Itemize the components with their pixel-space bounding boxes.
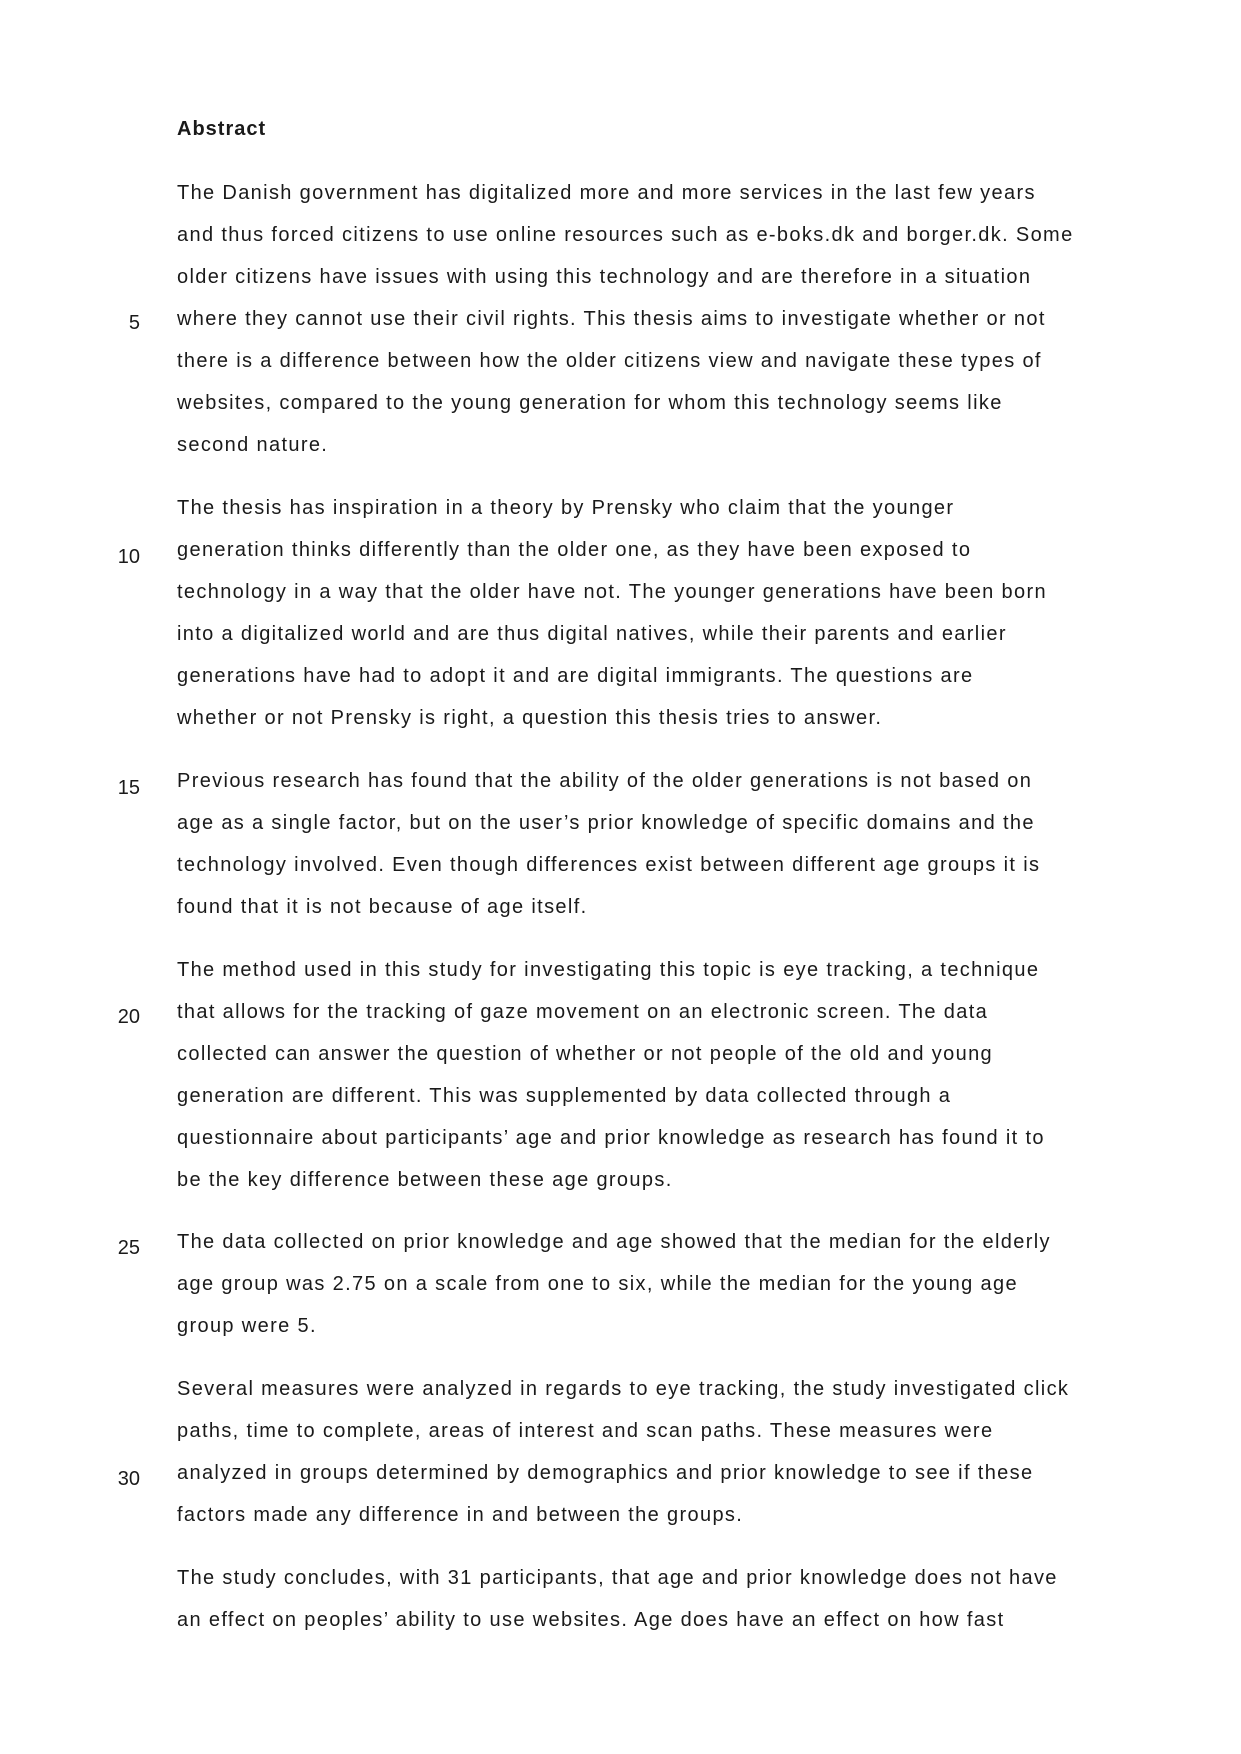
line-number: 10: [117, 546, 140, 568]
text-line: age group was 2.75 on a scale from one to six, while the median for the young age: [177, 1273, 1018, 1295]
text-line: collected can answer the question of whether or not people of the old and young: [177, 1043, 994, 1065]
text-line: found that it is not because of age itself.: [177, 896, 588, 918]
text-line: The thesis has inspiration in a theory by Prensky who claim that the younger: [177, 497, 955, 519]
text-line: into a digitalized world and are thus digital natives, while their parents and earlier: [177, 623, 1007, 645]
text-line: age as a single factor, but on the user’s prior knowledge of specific domains and the: [177, 812, 1035, 834]
line-number: 20: [117, 1006, 140, 1028]
text-line: generations have had to adopt it and are digital immigrants. The questions are: [177, 665, 974, 687]
text-line: factors made any difference in and between the groups.: [177, 1504, 744, 1526]
text-line: there is a difference between how the older citizens view and navigate these types of: [177, 350, 1042, 372]
line-number: 15: [117, 777, 140, 799]
text-line: that allows for the tracking of gaze movement on an electronic screen. The data: [177, 1001, 989, 1023]
text-line: and thus forced citizens to use online resources such as e-boks.dk and borger.dk. Some: [177, 224, 1074, 246]
text-line: an effect on peoples’ ability to use websites. Age does have an effect on how fast: [177, 1609, 1005, 1631]
text-line: technology involved. Even though differences exist between different age groups it is: [177, 854, 1041, 876]
line-number: 30: [117, 1468, 140, 1490]
text-line: analyzed in groups determined by demographics and prior knowledge to see if these: [177, 1462, 1034, 1484]
text-line: Previous research has found that the ability of the older generations is not based on: [177, 770, 1033, 792]
text-line: technology in a way that the older have not. The younger generations have been born: [177, 581, 1047, 603]
line-number: 5: [128, 312, 140, 334]
text-line: The data collected on prior knowledge and age showed that the median for the elderly: [177, 1231, 1051, 1253]
text-line: second nature.: [177, 434, 329, 456]
text-line: websites, compared to the young generation for whom this technology seems like: [177, 392, 1003, 414]
text-line: be the key difference between these age groups.: [177, 1169, 673, 1191]
line-number: 25: [117, 1237, 140, 1259]
abstract-heading: Abstract: [177, 118, 267, 140]
text-line: generation are different. This was supplemented by data collected through a: [177, 1085, 952, 1107]
text-line: Several measures were analyzed in regards to eye tracking, the study investigated click: [177, 1378, 1070, 1400]
text-line: The study concludes, with 31 participants, that age and prior knowledge does not have: [177, 1567, 1058, 1589]
text-line: The method used in this study for investigating this topic is eye tracking, a technique: [177, 959, 1040, 981]
text-line: older citizens have issues with using this technology and are therefore in a situation: [177, 266, 1032, 288]
text-line: The Danish government has digitalized more and more services in the last few years: [177, 182, 1036, 204]
text-line: where they cannot use their civil rights. This thesis aims to investigate whether or not: [177, 308, 1046, 330]
text-line: questionnaire about participants’ age and prior knowledge as research has found it to: [177, 1127, 1045, 1149]
text-line: generation thinks differently than the older one, as they have been exposed to: [177, 539, 972, 561]
text-line: group were 5.: [177, 1315, 317, 1337]
text-line: paths, time to complete, areas of interest and scan paths. These measures were: [177, 1420, 994, 1442]
text-line: whether or not Prensky is right, a question this thesis tries to answer.: [177, 707, 883, 729]
